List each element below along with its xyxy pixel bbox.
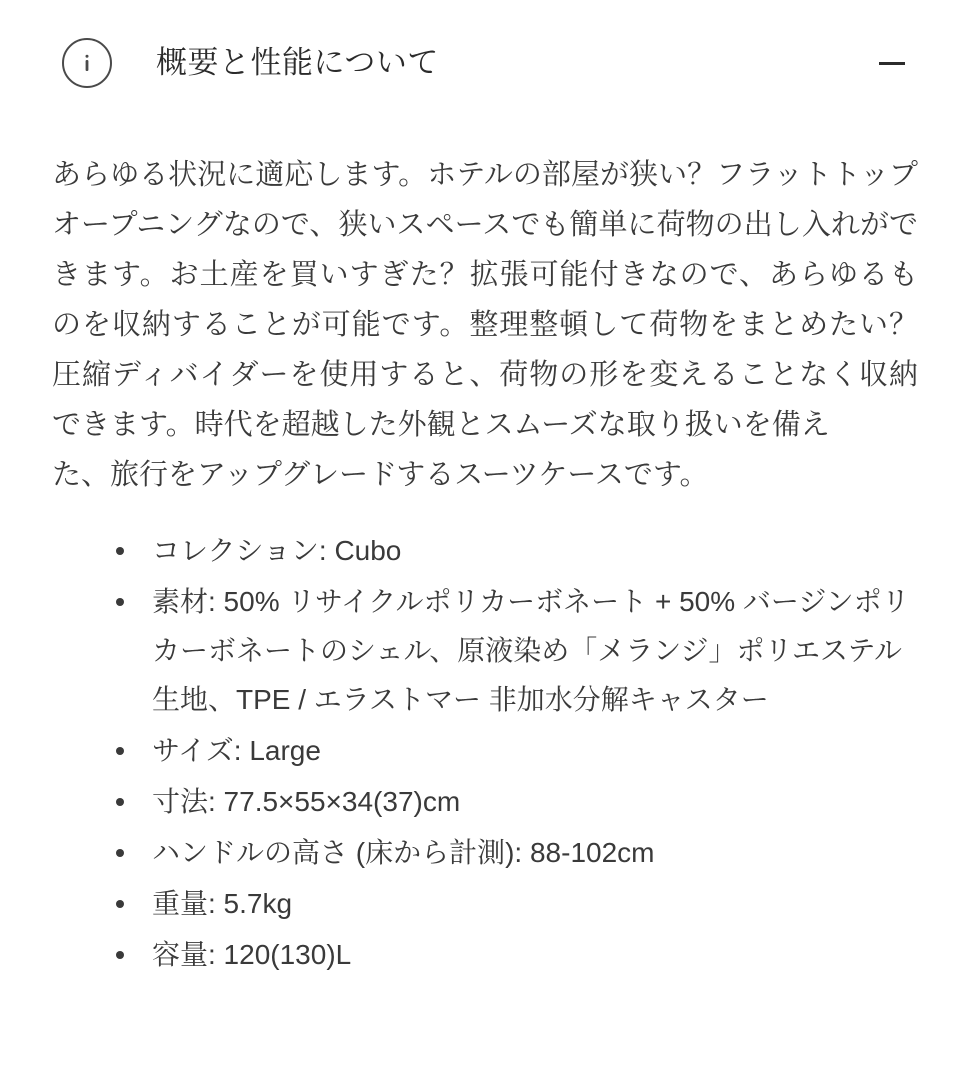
spec-label: サイズ: Large [152, 735, 321, 766]
spec-label: ハンドルの高さ (床から計測): 88-102cm [152, 837, 655, 868]
minus-icon [879, 62, 905, 65]
list-item [108, 726, 918, 775]
spec-label: 寸法: 77.5×55×34(37)cm [152, 786, 461, 817]
spec-label: 容量: 120(130)L [152, 939, 352, 970]
spec-label: 素材: 50% リサイクルポリカーボネート + 50% バージンポリカーボネートのシェル、原液染め「メランジ」ポリエステル [152, 586, 910, 666]
description-text-tail: た、旅行をアップグレードするスーツケースです。 [52, 459, 709, 491]
spec-sublabel: 生地、TPE / エラストマー 非加水分解キャスター [152, 684, 769, 715]
page-title: 概要と性能について [156, 45, 439, 81]
spec-list [52, 526, 918, 979]
spec-label: 重量: 5.7kg [152, 888, 293, 919]
info-circle-icon [62, 38, 112, 88]
collapse-toggle-button[interactable] [872, 43, 912, 83]
description-paragraph [52, 150, 918, 500]
section-body [52, 112, 918, 979]
spec-label: コレクション: Cubo [152, 535, 402, 566]
list-item [108, 526, 918, 575]
list-item [108, 828, 918, 877]
description-text: あらゆる状況に適応します。ホテルの部屋が狭い？フラットトップオープニングなので、狭いスペースでも簡単に荷物の出し入れができます。お土産を買いすぎた？拡張可能付きなので、あらゆるものを収納することが可能です。整理整頓して荷物をまとめたい？圧縮ディバイダーを使用すると、荷物の形を変えることなく収納できます。時代を超越した外観とスムーズな取り扱いを備え [52, 159, 918, 441]
list-item [108, 879, 918, 928]
list-item [108, 777, 918, 826]
section-header[interactable] [52, 0, 918, 112]
list-item [108, 577, 918, 724]
list-item [108, 930, 918, 979]
